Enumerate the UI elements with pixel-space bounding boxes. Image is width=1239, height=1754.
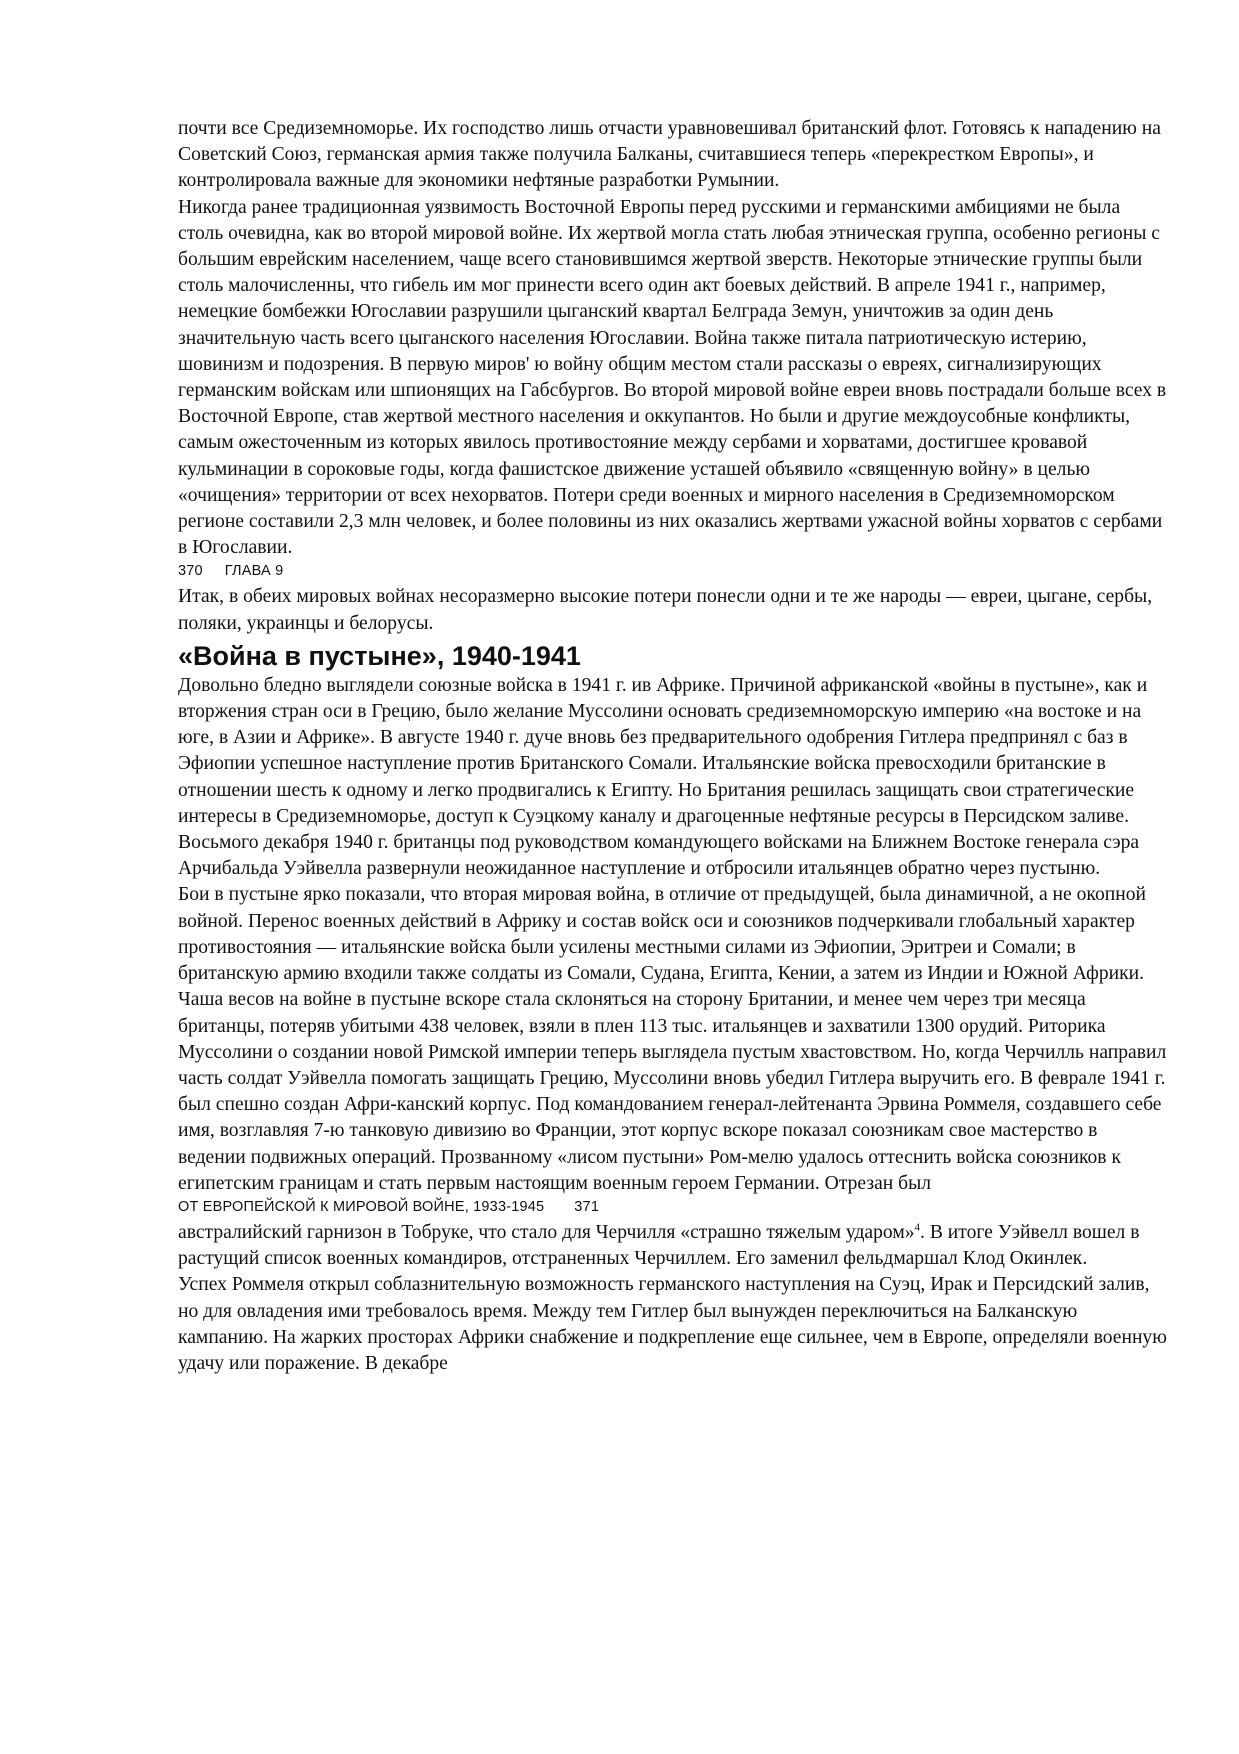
paragraph: Бои в пустыне ярко показали, что вторая мировая война, в отличие от предыдущей, была динамичной, а не окопной войной. Перенос военных действий в Африку и состав войск оси и союзников подчеркивали глобальный характер противостояния — итальянские войска были усилены местными силами из Эфиопии, Эритреи и Сомали; в британскую армию входили также солдаты из Сомали, Судана, Египта, Кении, а затем из Индии и Южной Африки.: [178, 884, 1146, 985]
running-header-right: [178, 1199, 1168, 1216]
book-title: ОТ ЕВРОПЕЙСКОЙ К МИРОВОЙ ВОЙНЕ, 1933-1945: [178, 1198, 545, 1215]
paragraph: Итак, в обеих мировых войнах несоразмерно высокие потери понесли одни и те же народы — евреи, цыгане, сербы, поляки, украинцы и белорусы.: [178, 586, 1153, 634]
paragraph: Никогда ранее традиционная уязвимость Восточной Европы перед русскими и германскими амбициями не была столь очевидна, как во второй мировой войне. Их жертвой могла стать любая этническая группа, особенно регионы с большим еврейским населением, чаще всего становившимся жертвой зверств. Некоторые этнические группы были столь малочисленны, что гибель им мог принести всего один акт боевых действий. В апреле 1941 г., например, немецкие бомбежки Югославии разрушили цыганский квартал Белграда Земун, уничтожив за один день значительную часть всего цыганского населения Югославии. Война также питала патриотическую истерию, шовинизм и подозрения. В первую миров' ю войну общим местом стали рассказы о евреях, сигнализирующих германским войскам или шпионящих на Габсбургов. Во второй мировой войне евреи вновь пострадали больше всех в Восточной Европе, став жертвой местного населения и оккупантов. Но были и другие междоусобные конфликты, самым ожесточенным из которых явилось противостояние между сербами и хорватами, достигшее кровавой кульминации в сороковые годы, когда фашистское движение усташей объявило «священную войну» в целью «очищения» территории от всех нехорватов. Потери среди военных и мирного населения в Средиземноморском регионе составили 2,3 млн человек, и более половины из них оказались жертвами ужасной войны хорватов с сербами в Югославии.: [178, 196, 1167, 559]
running-header-left: [178, 563, 1168, 580]
paragraph: Успех Роммеля открыл соблазнительную возможность германского наступления на Суэц, Ирак и Персидский залив, но для овладения ими требовалось время. Между тем Гитлер был вынужден переключиться на Балканскую кампанию. На жарких просторах Африки снабжение и подкрепление еще сильнее, чем в Европе, определяли военную удачу или поражение. В декабре: [178, 1274, 1167, 1374]
paragraph: Довольно бледно выглядели союзные войска в 1941 г. ив Африке. Причиной африканской «войны в пустыне», как и вторжения стран оси в Грецию, было желание Муссолини основать средиземноморскую империю «на востоке и на юге, в Азии и Африке». В августе 1940 г. дуче вновь без предварительного одобрения Гитлера предпринял с баз в Эфиопии успешное наступление против Британского Сомали. Итальянские войска превосходили британские в отношении шесть к одному и легко продвигались к Египту. Но Британия решилась защищать свои стратегические интересы в Средиземноморье, доступ к Суэцкому каналу и драгоценные нефтяные ресурсы в Персидском заливе. Восьмого декабря 1940 г. британцы под руководством командующего войсками на Ближнем Востоке генерала сэра Арчибальда Уэйвелла развернули неожиданное наступление и отбросили итальянцев обратно через пустыню.: [178, 674, 1148, 880]
paragraph: почти все Средиземноморье. Их господство лишь отчасти уравновешивал британский флот. Готовясь к нападению на Советский Союз, германская армия также получила Балканы, считавшиеся теперь «перекрестком Европы», и контролировала важные для экономики нефтяные разработки Румынии.: [178, 118, 1161, 192]
document-page: [178, 116, 1168, 1377]
chapter-label: ГЛАВА 9: [224, 563, 284, 580]
paragraph: [178, 1220, 1168, 1272]
page-number: 370: [178, 563, 203, 580]
paragraph-text: . В итоге Уэйвелл вошел в растущий список военных командиров, отстраненных Черчиллем. Его заменил фельдмаршал Клод Окинлек.: [178, 1221, 1140, 1270]
section-heading: «Война в пустыне», 1940-1941: [178, 640, 581, 671]
paragraph: Чаша весов на войне в пустыне вскоре стала склоняться на сторону Британии, и менее чем через три месяца британцы, потеряв убитыми 438 человек, взяли в плен 113 тыс. итальянцев и захватили 1300 орудий. Риторика Муссолини о создании новой Римской империи теперь выглядела пустым хвастовством. Но, когда Черчилль направил часть солдат Уэйвелла помогать защищать Грецию, Муссолини вновь убедил Гитлера выручить его. В феврале 1941 г. был спешно создан Афри-канский корпус. Под командованием генерал-лейтенанта Эрвина Роммеля, создавшего себе имя, возглавляя 7-ю танковую дивизию во Франции, этот корпус вскоре показал союзникам свое мастерство в ведении подвижных операций. Прозванному «лисом пустыни» Ром-мелю удалось оттеснить войска союзников к египетским границам и стать первым настоящим военным героем Германии. Отрезан был: [178, 989, 1167, 1194]
footnote-ref[interactable]: 4: [914, 1221, 921, 1234]
paragraph-text: австралийский гарнизон в Тобруке, что стало для Черчилля «страшно тяжелым ударом»: [178, 1221, 915, 1243]
page-number: 371: [574, 1198, 600, 1215]
